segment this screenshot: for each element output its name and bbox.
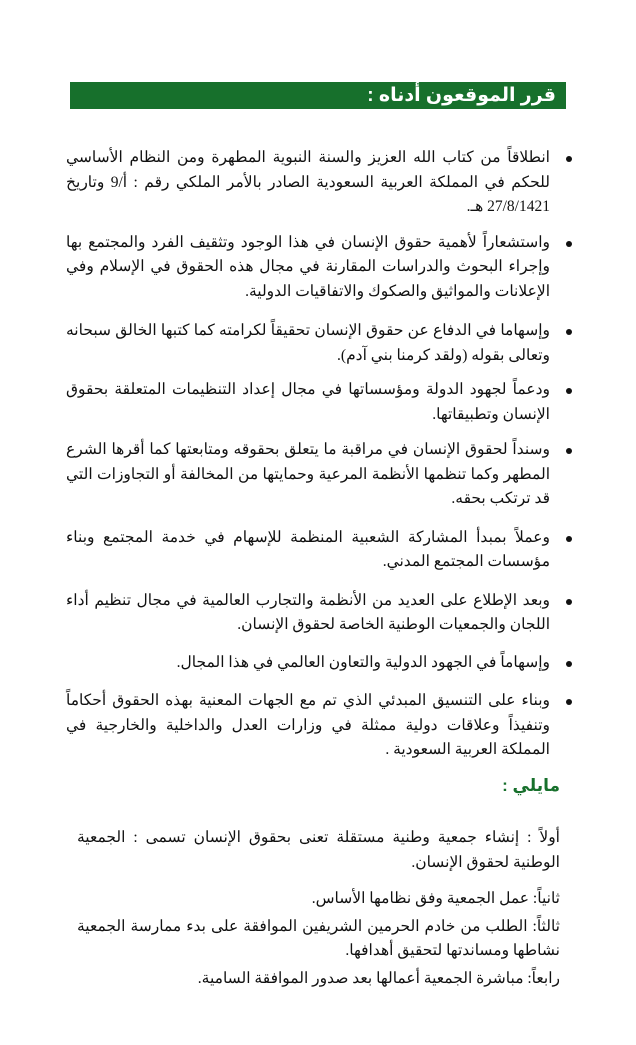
bullet-icon xyxy=(566,599,572,605)
decisions-list xyxy=(77,826,560,991)
preamble-item xyxy=(66,438,576,512)
preamble-item-text: ودعماً لجهود الدولة ومؤسساتها في مجال إعداد التنظيمات المتعلقة بحقوق الإنسان وتطبيقاتها. xyxy=(66,381,550,423)
bullet-icon xyxy=(566,536,572,542)
preamble-item-text: وعملاً بمبدأ المشاركة الشعبية المنظمة للإسهام في خدمة المجتمع وبناء مؤسسات المجتمع المدني. xyxy=(66,528,550,570)
preamble-list xyxy=(66,146,576,763)
preamble-item xyxy=(66,146,576,220)
preamble-item xyxy=(66,378,576,427)
preamble-item xyxy=(66,319,576,368)
section-header: قرر الموقعون أدناه : xyxy=(70,82,566,109)
preamble-item-text: وإسهاماً في الجهود الدولية والتعاون العالمي في هذا المجال. xyxy=(176,653,550,671)
bullet-icon xyxy=(566,448,572,454)
preamble-item xyxy=(66,526,576,575)
preamble-item-text: وإسهاما في الدفاع عن حقوق الإنسان تحقيقاً لكرامته كما كتبها الخالق سبحانه وتعالى بقوله (ولقد كرمنا بني آدم). xyxy=(66,322,550,364)
preamble-item-text: وبعد الإطلاع على العديد من الأنظمة والتجارب العالمية في مجال تنظيم أداء اللجان والجمعيات الوطنية الخاصة لحقوق الإنسان. xyxy=(66,591,550,633)
bullet-icon xyxy=(566,388,572,394)
preamble-item xyxy=(66,689,576,763)
decision-item: ثالثاً: الطلب من خادم الحرمين الشريفين الموافقة على بدء ممارسة الجمعية نشاطها ومساندتها لتحقيق أهدافها. xyxy=(77,917,560,959)
preamble-item xyxy=(66,651,576,676)
decision-item: ثانياً: عمل الجمعية وفق نظامها الأساس. xyxy=(311,890,560,907)
decision-item: رابعاً: مباشرة الجمعية أعمالها بعد صدور الموافقة السامية. xyxy=(197,969,560,987)
bullet-icon xyxy=(566,661,572,667)
preamble-item xyxy=(66,231,576,305)
bullet-icon xyxy=(566,241,572,247)
bullet-icon xyxy=(566,329,572,335)
decisions-heading: مايلي : xyxy=(502,776,560,795)
preamble-item-text: انطلاقاً من كتاب الله العزيز والسنة النبوية المطهرة ومن النظام الأساسي للحكم في المملكة العربية السعودية الصادر بالأمر الملكي رقم : أ/9 وتاريخ 27/8/1421 هـ. xyxy=(66,149,550,215)
bullet-icon xyxy=(566,156,572,162)
preamble-item-text: واستشعاراً لأهمية حقوق الإنسان في هذا الوجود وتثقيف الفرد والمجتمع بها وإجراء البحوث والدراسات المقارنة في مجال هذه الحقوق في الإسلام وفي الإعلانات والمواثيق والصكوك والاتفاقيات الدولية. xyxy=(66,233,550,300)
decision-item: أولاً : إنشاء جمعية وطنية مستقلة تعنى بحقوق الإنسان تسمى : الجمعية الوطنية لحقوق الإنسان. xyxy=(77,829,560,871)
preamble-item xyxy=(66,589,576,638)
bullet-icon xyxy=(566,699,572,705)
preamble-item-text: وبناء على التنسيق المبدئي الذي تم مع الجهات المعنية بهذه الحقوق أحكاماً وتنفيذاً وعلاقات دولية ممثلة في وزارات العدل والداخلية والخارجية في المملكة العربية السعودية . xyxy=(66,692,550,758)
preamble-item-text: وسنداً لحقوق الإنسان في مراقبة ما يتعلق بحقوقه ومتابعتها كما أقرها الشرع المطهر وكما تنظمها الأنظمة المرعية وحمايتها من المخالفة أو التجاوزات التي قد ترتكب بحقه. xyxy=(66,441,550,507)
